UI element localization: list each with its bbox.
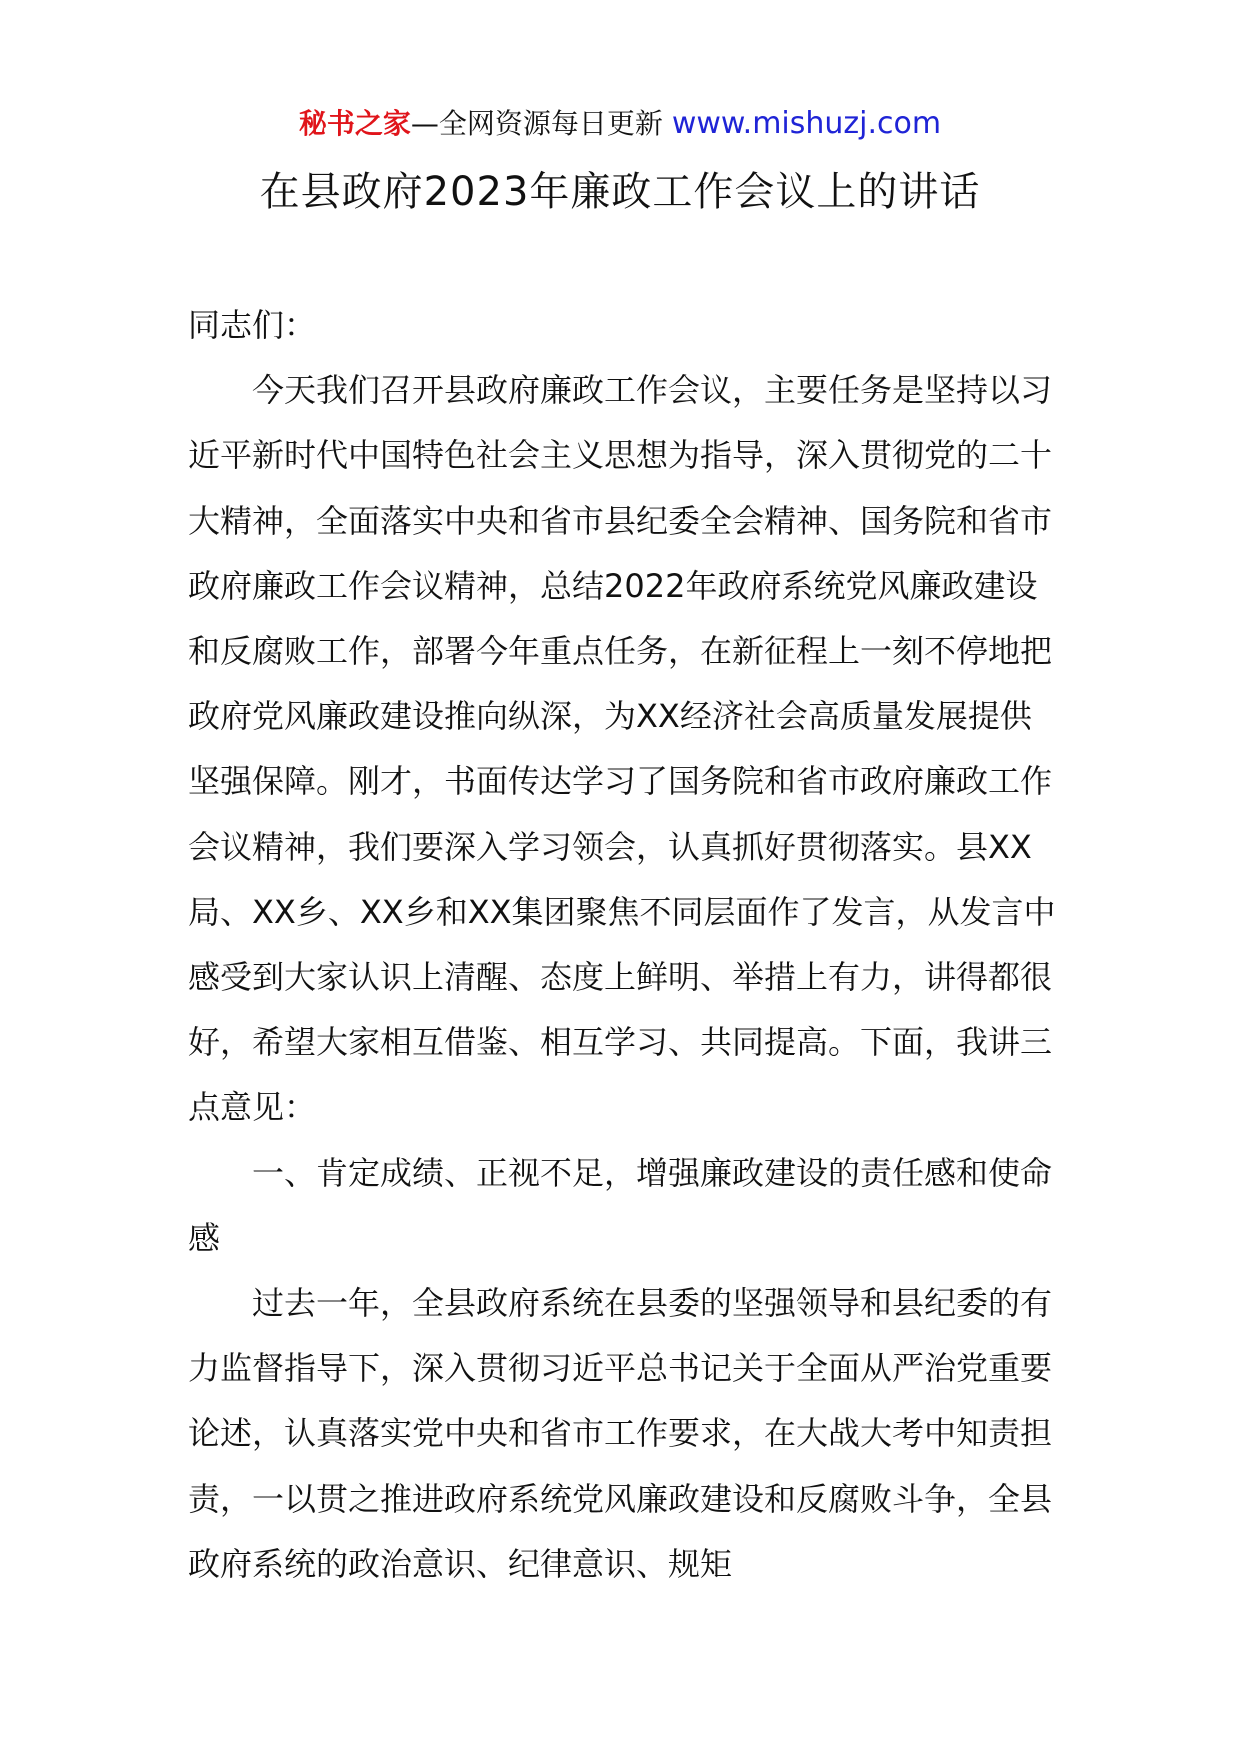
site-slogan: —全网资源每日更新 bbox=[410, 107, 663, 140]
document-body bbox=[188, 293, 1060, 1597]
salutation: 同志们： bbox=[188, 306, 317, 344]
site-brand: 秘书之家 bbox=[298, 107, 411, 140]
site-header bbox=[0, 104, 1240, 144]
site-url-link[interactable]: www.mishuzj.com bbox=[671, 106, 942, 141]
section-heading-1: 一、肯定成绩、正视不足，增强廉政建设的责任感和使命感 bbox=[188, 1153, 1053, 1257]
paragraph-intro: 今天我们召开县政府廉政工作会议，主要任务是坚持以习近平新时代中国特色社会主义思想为指导，深入贯彻党的二十大精神，全面落实中央和省市县纪委全会精神、国务院和省市政府廉政工作会议精神，总结2022年政府系统党风廉政建设和反腐败工作，部署今年重点任务，在新征程上一刻不停地把政府党风廉政建设推向纵深，为XX经济社会高质量发展提供坚强保障。刚才，书面传达学习了国务院和省市政府廉政工作会议精神，我们要深入学习领会，认真抓好贯彻落实。县XX局、XX乡、XX乡和XX集团聚焦不同层面作了发言，从发言中感受到大家认识上清醒、态度上鲜明、举措上有力，讲得都很好，希望大家相互借鉴、相互学习、共同提高。下面，我讲三点意见： bbox=[188, 371, 1056, 1127]
paragraph-section-1: 过去一年，全县政府系统在县委的坚强领导和县纪委的有力监督指导下，深入贯彻习近平总书记关于全面从严治党重要论述，认真落实党中央和省市工作要求，在大战大考中知责担责，一以贯之推进政府系统党风廉政建设和反腐败斗争，全县政府系统的政治意识、纪律意识、规矩 bbox=[188, 1284, 1053, 1583]
document-title: 在县政府2023年廉政工作会议上的讲话 bbox=[259, 169, 981, 215]
